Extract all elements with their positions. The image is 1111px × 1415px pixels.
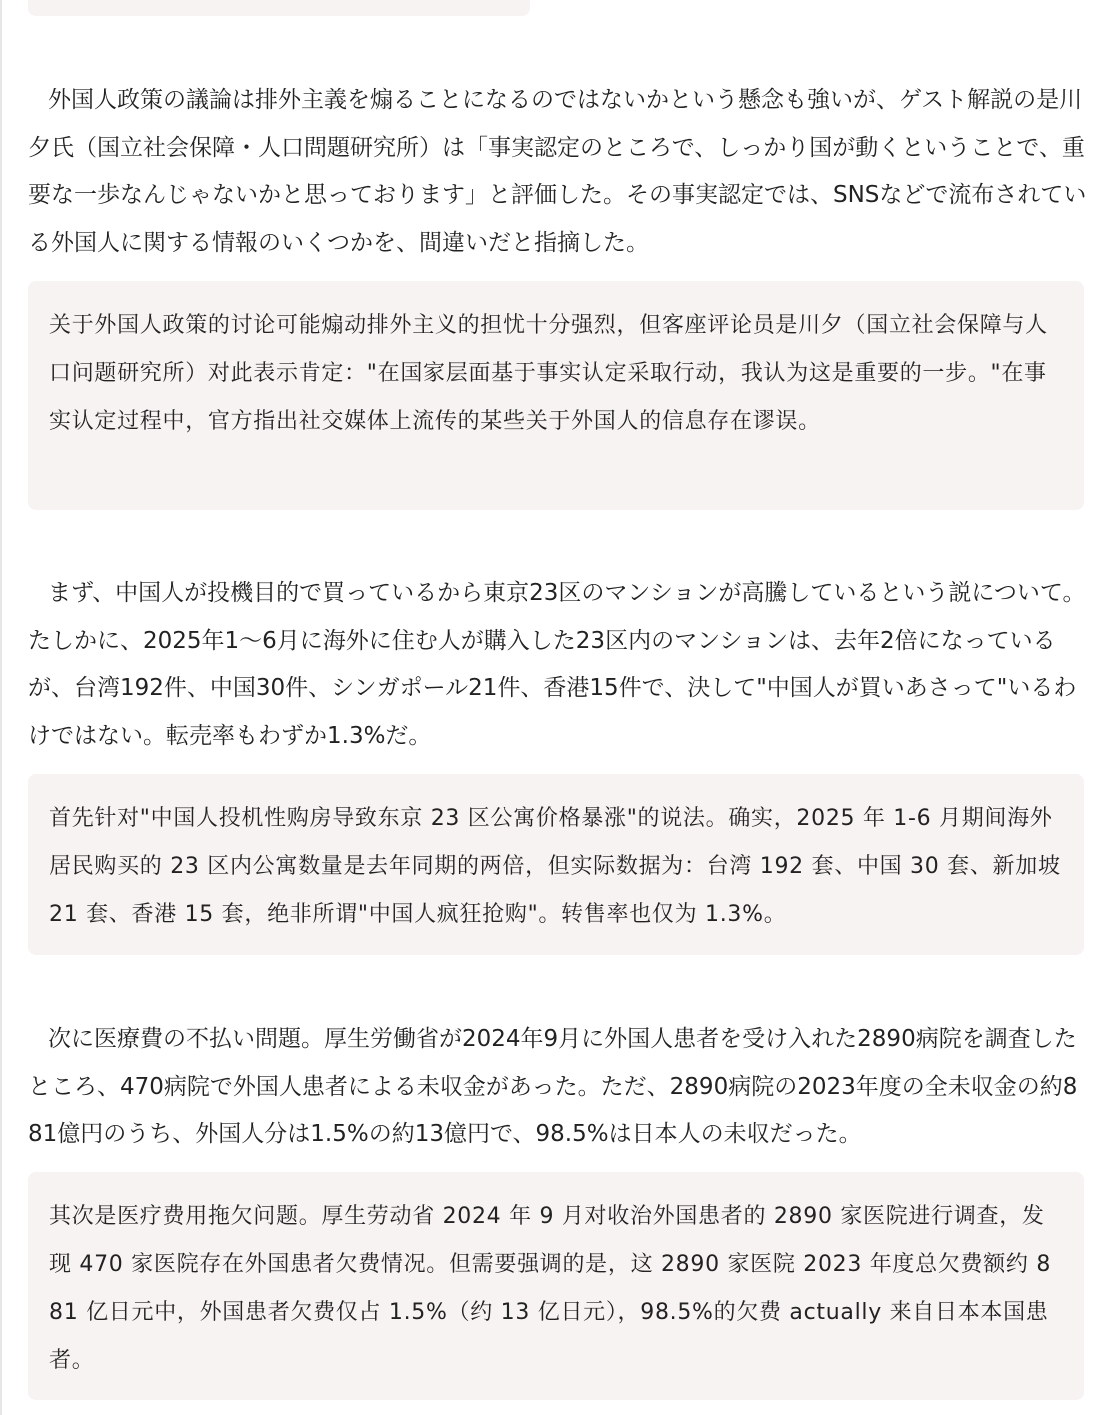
translation-box-3 [28,1172,1084,1400]
paragraph-japanese-1: 外国人政策の議論は排外主義を煽ることになるのではないかという懸念も強いが、ゲスト解説の是川夕氏（国立社会保障・人口問題研究所）は「事実認定のところで、しっかり国が動くということで、重要な一歩なんじゃないかと思っております」と評価した。その事実認定では、SNSなどで流布されている外国人に関する情報のいくつかを、間違いだと指摘した。 [28,87,1087,256]
left-border [0,0,2,1415]
translation-box-1 [28,281,1084,510]
previous-translation-box-fragment [28,0,530,16]
paragraph-chinese-2: 首先针对"中国人投机性购房导致东京 23 区公寓价格暴涨"的说法。确实，2025 年 1-6 月期间海外居民购买的 23 区内公寓数量是去年同期的两倍，但实际数据为：台湾 192 套、中国 30 套、新加坡 21 套、香港 15 套，绝非所谓"中国人疯狂抢购"。转售率也仅为 1.3%。 [49,806,1061,927]
paragraph-japanese-2: まず、中国人が投機目的で買っているから東京23区のマンションが高騰しているという説について。たしかに、2025年1～6月に海外に住む人が購入した23区内のマンションは、去年2倍になっているが、台湾192件、中国30件、シンガポール21件、香港15件で、決して"中国人が買いあさって"いるわけではない。転売率もわずか1.3%だ。 [28,580,1086,749]
translation-box-2 [28,774,1084,955]
paragraph-chinese-3: 其次是医疗费用拖欠问题。厚生劳动省 2024 年 9 月对收治外国患者的 2890 家医院进行调查，发现 470 家医院存在外国患者欠费情况。但需要强调的是，这 2890 家医院 2023 年度总欠费额约 881 亿日元中，外国患者欠费仅占 1.5%（约 13 亿日元），98.5%的欠费 actually 来自日本本国患者。 [49,1204,1052,1373]
paragraph-chinese-1: 关于外国人政策的讨论可能煽动排外主义的担忧十分强烈，但客座评论员是川夕（国立社会保障与人口问题研究所）对此表示肯定："在国家层面基于事实认定采取行动，我认为这是重要的一步。"在事实认定过程中，官方指出社交媒体上流传的某些关于外国人的信息存在谬误。 [49,313,1048,434]
paragraph-japanese-3: 次に医療費の不払い問題。厚生労働省が2024年9月に外国人患者を受け入れた2890病院を調査したところ、470病院で外国人患者による未収金があった。ただ、2890病院の2023年度の全未収金の約881億円のうち、外国人分は1.5%の約13億円で、98.5%は日本人の未収だった。 [28,1026,1078,1147]
